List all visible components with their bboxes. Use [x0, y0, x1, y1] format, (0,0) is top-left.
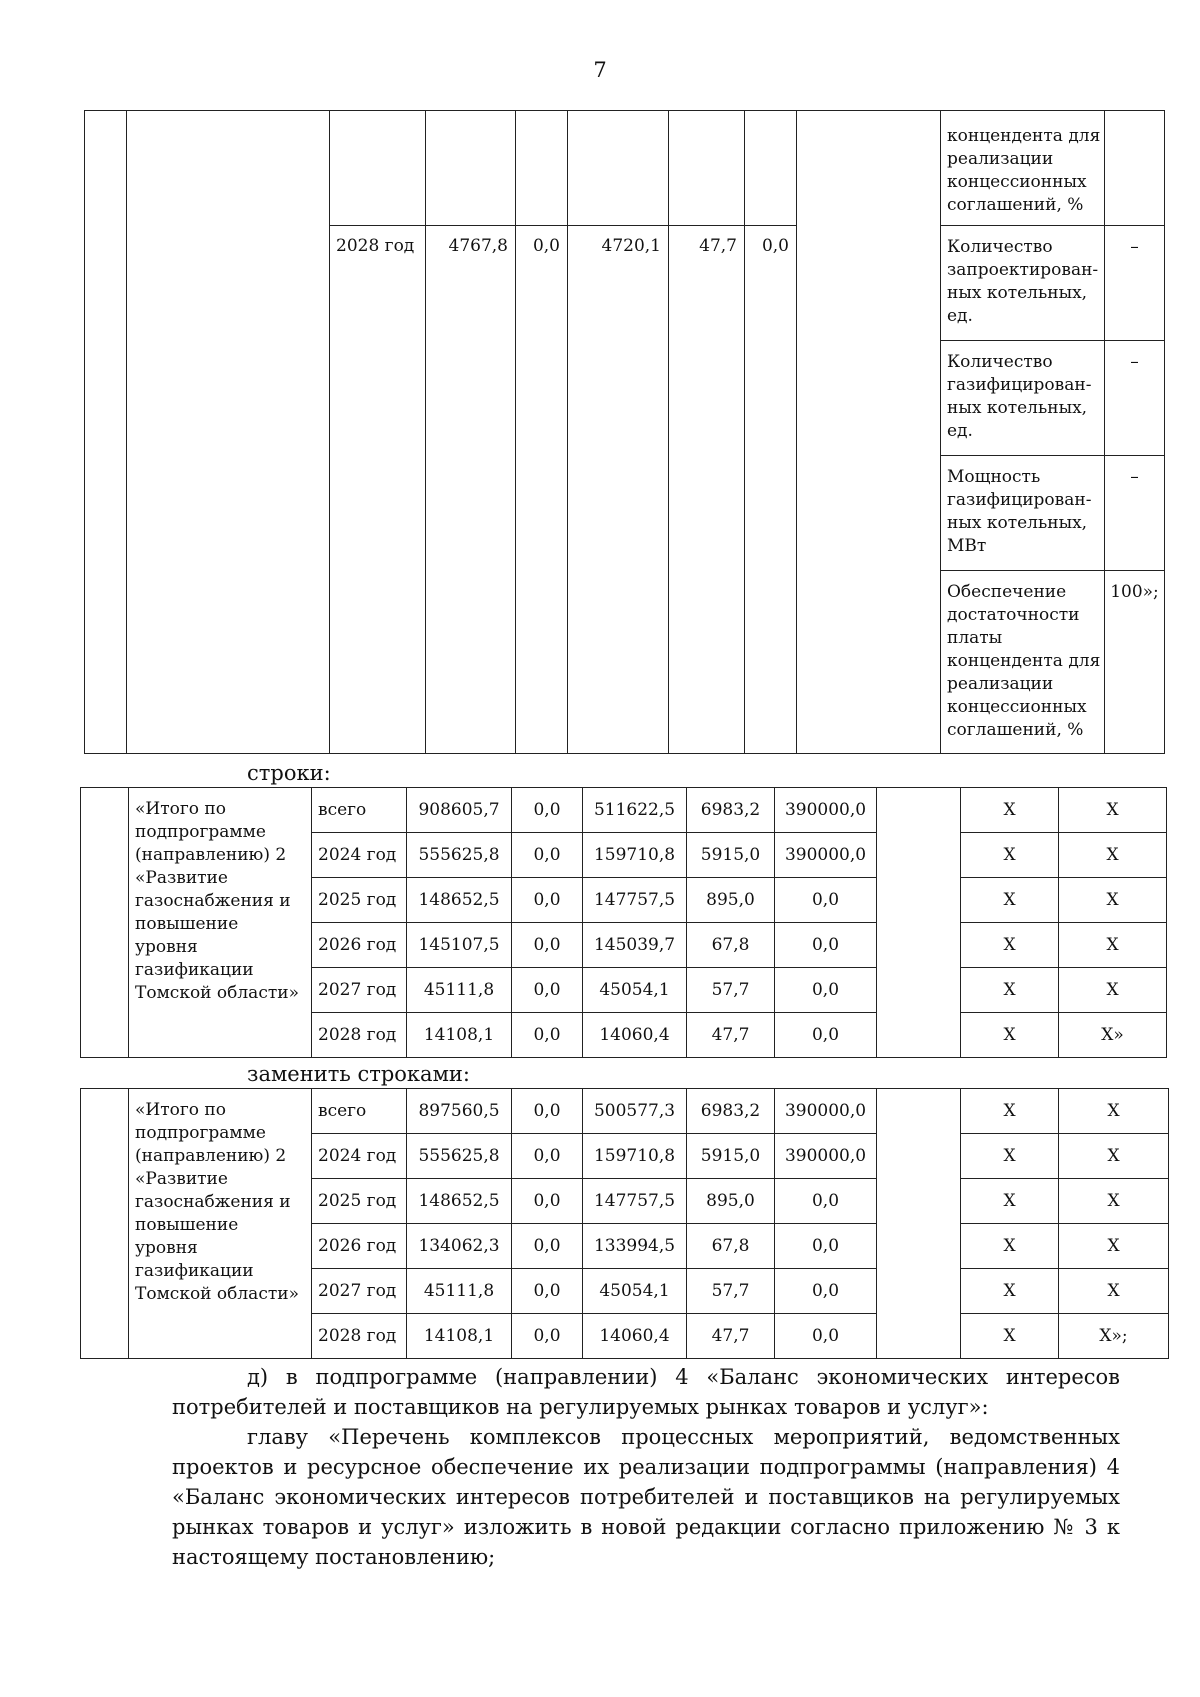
indicator-mark-cell: X	[961, 923, 1059, 968]
extra-budget-cell: 0,0	[775, 923, 877, 968]
top-table	[84, 110, 1165, 754]
regional-cell: 145039,7	[583, 923, 687, 968]
year-cell: 2028 год	[312, 1013, 407, 1058]
regional-cell: 14060,4	[583, 1314, 687, 1359]
extra-budget-cell: 390000,0	[775, 1134, 877, 1179]
indicator-name: Мощность газифицирован-ных котельных, МВт	[941, 456, 1105, 571]
extra-budget-cell: 0,0	[745, 226, 797, 754]
top-table-col-executor	[797, 111, 941, 754]
year-cell: 2027 год	[312, 968, 407, 1013]
indicator-mark-cell: X	[961, 788, 1059, 833]
indicator-mark-cell: X	[1059, 788, 1167, 833]
extra-budget-cell: 390000,0	[775, 833, 877, 878]
label-replace: заменить строками:	[247, 1062, 470, 1086]
year-cell: 2024 год	[312, 833, 407, 878]
local-cell: 47,7	[687, 1013, 775, 1058]
extra-budget-cell: 0,0	[775, 1269, 877, 1314]
year-cell: 2025 год	[312, 878, 407, 923]
total-cell: 555625,8	[407, 1134, 512, 1179]
regional-cell: 45054,1	[583, 1269, 687, 1314]
local-cell: 57,7	[687, 1269, 775, 1314]
indicator-mark-cell: X	[1059, 833, 1167, 878]
table-row	[81, 788, 1167, 833]
indicator-name: Количество газифицирован-ных котельных, ед.	[941, 341, 1105, 456]
year-cell: 2026 год	[312, 1224, 407, 1269]
indicator-mark-cell: X	[961, 1134, 1059, 1179]
year-cell: 2027 год	[312, 1269, 407, 1314]
regional-cell: 511622,5	[583, 788, 687, 833]
page-number: 7	[593, 58, 607, 82]
local-cell: 6983,2	[687, 1089, 775, 1134]
indicator-mark-cell: X»;	[1059, 1314, 1169, 1359]
federal-cell: 0,0	[512, 1179, 583, 1224]
federal-cell: 0,0	[512, 1269, 583, 1314]
indicator-mark-cell: X	[961, 968, 1059, 1013]
local-cell: 6983,2	[687, 788, 775, 833]
total-cell: 14108,1	[407, 1013, 512, 1058]
extra-budget-cell: 0,0	[775, 968, 877, 1013]
executor-cell	[877, 1089, 961, 1359]
regional-cell: 159710,8	[583, 833, 687, 878]
indicator-mark-cell: X	[1059, 1179, 1169, 1224]
total-cell: 148652,5	[407, 878, 512, 923]
indicator-value: –	[1105, 341, 1165, 456]
top-table-col-name	[127, 111, 330, 754]
year-cell: 2026 год	[312, 923, 407, 968]
total-cell: 134062,3	[407, 1224, 512, 1269]
indicator-mark-cell: X	[961, 833, 1059, 878]
year-cell: всего	[312, 1089, 407, 1134]
total-cell: 908605,7	[407, 788, 512, 833]
year-cell: 2028 год	[330, 226, 426, 754]
regional-cell: 147757,5	[583, 878, 687, 923]
total-cell: 45111,8	[407, 1269, 512, 1314]
indicator-name: Количество запроектирован-ных котельных, ед.	[941, 226, 1105, 341]
old-rows-table	[80, 787, 1167, 1058]
federal-cell: 0,0	[512, 1224, 583, 1269]
indicator-mark-cell: X	[961, 1224, 1059, 1269]
indicator-mark-cell: X	[1059, 923, 1167, 968]
indicator-value	[1105, 111, 1165, 226]
regional-cell: 4720,1	[568, 226, 669, 754]
total-cell: 897560,5	[407, 1089, 512, 1134]
regional-cell: 45054,1	[583, 968, 687, 1013]
total-cell: 4767,8	[426, 226, 516, 754]
paragraph-d: д) в подпрограмме (направлении) 4 «Баланс экономических интересов потребителей и поставщиков на регулируемых рынках товаров и услуг»:	[172, 1365, 1120, 1419]
total-cell: 148652,5	[407, 1179, 512, 1224]
extra-budget-cell: 0,0	[775, 1224, 877, 1269]
regional-cell: 133994,5	[583, 1224, 687, 1269]
federal-cell: 0,0	[512, 1134, 583, 1179]
regional-cell: 159710,8	[583, 1134, 687, 1179]
indicator-mark-cell: X	[1059, 1134, 1169, 1179]
local-cell: 895,0	[687, 878, 775, 923]
federal-cell: 0,0	[512, 923, 583, 968]
federal-cell: 0,0	[512, 878, 583, 923]
indicator-value: –	[1105, 456, 1165, 571]
extra-budget-cell: 0,0	[775, 1314, 877, 1359]
extra-budget-cell: 0,0	[775, 1013, 877, 1058]
regional-cell: 147757,5	[583, 1179, 687, 1224]
total-cell: 45111,8	[407, 968, 512, 1013]
local-cell: 5915,0	[687, 833, 775, 878]
year-cell: 2024 год	[312, 1134, 407, 1179]
federal-cell: 0,0	[512, 1314, 583, 1359]
label-rows: строки:	[247, 761, 331, 785]
local-cell: 57,7	[687, 968, 775, 1013]
indicator-value: –	[1105, 226, 1165, 341]
indicator-mark-cell: X	[1059, 1089, 1169, 1134]
federal-cell: 0,0	[512, 788, 583, 833]
federal-cell: 0,0	[512, 1013, 583, 1058]
indicator-name: Обеспечение достаточности платы концендента для реализации концессионных соглашений, %	[941, 571, 1105, 754]
executor-cell	[877, 788, 961, 1058]
regional-cell: 14060,4	[583, 1013, 687, 1058]
total-cell: 145107,5	[407, 923, 512, 968]
indicator-mark-cell: X	[961, 878, 1059, 923]
indicator-mark-cell: X	[1059, 1224, 1169, 1269]
federal-cell: 0,0	[516, 226, 568, 754]
indicator-mark-cell: X	[961, 1179, 1059, 1224]
indicator-mark-cell: X	[961, 1089, 1059, 1134]
indicator-mark-cell: X»	[1059, 1013, 1167, 1058]
local-cell: 67,8	[687, 923, 775, 968]
local-cell: 895,0	[687, 1179, 775, 1224]
indicator-value: 100»;	[1105, 571, 1165, 754]
total-cell: 555625,8	[407, 833, 512, 878]
total-cell: 14108,1	[407, 1314, 512, 1359]
subprogram-title: «Итого по подпрограмме (направлению) 2 «Развитие газоснабжения и повышение уровня газификации Томской области»	[129, 788, 312, 1058]
extra-budget-cell: 0,0	[775, 878, 877, 923]
indicator-mark-cell: X	[961, 1013, 1059, 1058]
indicator-mark-cell: X	[1059, 1269, 1169, 1314]
year-cell: 2025 год	[312, 1179, 407, 1224]
federal-cell: 0,0	[512, 1089, 583, 1134]
indicator-mark-cell: X	[961, 1269, 1059, 1314]
local-cell: 67,8	[687, 1224, 775, 1269]
year-cell: всего	[312, 788, 407, 833]
extra-budget-cell: 390000,0	[775, 1089, 877, 1134]
paragraph-chapter: главу «Перечень комплексов процессных мероприятий, ведомственных проектов и ресурсное обеспечение их реализации подпрограммы (направления) 4 «Баланс экономических интересов потребителей и поставщиков на регулируемых рынках товаров и услуг» изложить в новой редакции согласно приложению № 3 к настоящему постановлению;	[172, 1425, 1120, 1569]
federal-cell: 0,0	[512, 833, 583, 878]
local-cell: 47,7	[687, 1314, 775, 1359]
local-cell: 5915,0	[687, 1134, 775, 1179]
row-number-cell	[81, 788, 129, 1058]
regional-cell: 500577,3	[583, 1089, 687, 1134]
federal-cell: 0,0	[512, 968, 583, 1013]
subprogram-title: «Итого по подпрограмме (направлению) 2 «Развитие газоснабжения и повышение уровня газификации Томской области»	[129, 1089, 312, 1359]
new-rows-table	[80, 1088, 1169, 1359]
indicator-mark-cell: X	[1059, 878, 1167, 923]
extra-budget-cell: 390000,0	[775, 788, 877, 833]
indicator-mark-cell: X	[1059, 968, 1167, 1013]
indicator-mark-cell: X	[961, 1314, 1059, 1359]
table-row	[81, 1089, 1169, 1134]
row-number-cell	[81, 1089, 129, 1359]
local-cell: 47,7	[669, 226, 745, 754]
year-cell: 2028 год	[312, 1314, 407, 1359]
indicator-name: концендента для реализации концессионных соглашений, %	[941, 111, 1105, 226]
top-table-col-number	[85, 111, 127, 754]
extra-budget-cell: 0,0	[775, 1179, 877, 1224]
